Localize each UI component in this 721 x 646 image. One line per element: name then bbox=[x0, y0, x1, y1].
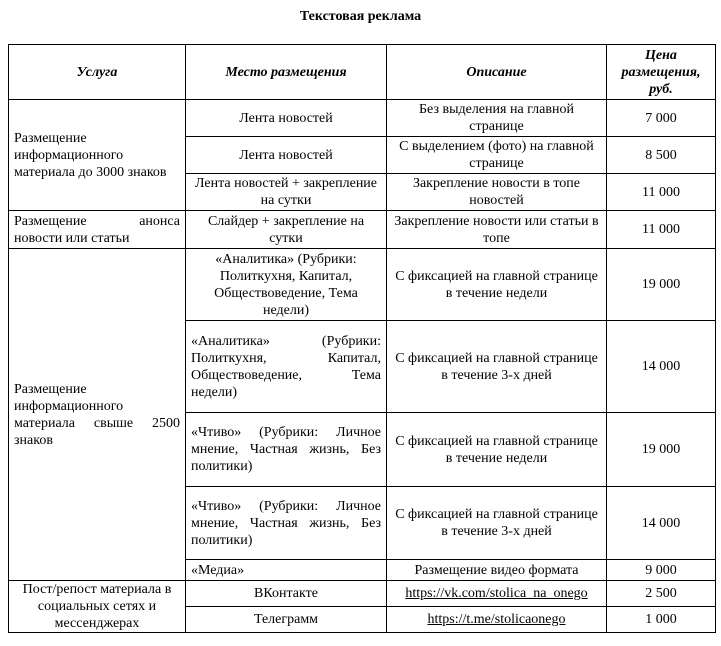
placement-cell: Телеграмм bbox=[186, 607, 387, 633]
placement-cell: «Медиа» bbox=[186, 560, 387, 581]
service-cell: Пост/репост материала в социальных сетях и мессенджерах bbox=[9, 581, 186, 633]
table-row bbox=[9, 100, 716, 137]
placement-cell: «Чтиво» (Рубрики: Личное мнение, Частная жизнь, Без политики) bbox=[186, 413, 387, 487]
description-cell: С фиксацией на главной странице в течение 3-х дней bbox=[387, 487, 607, 560]
price-cell: 9 000 bbox=[607, 560, 716, 581]
price-cell: 8 500 bbox=[607, 137, 716, 174]
price-cell: 14 000 bbox=[607, 321, 716, 413]
placement-cell: Лента новостей bbox=[186, 100, 387, 137]
placement-cell: «Аналитика» (Рубрики: Политкухня, Капитал, Обществоведение, Тема недели) bbox=[186, 249, 387, 321]
telegram-link[interactable]: https://t.me/stolicaonego bbox=[387, 607, 607, 633]
placement-cell: ВКонтакте bbox=[186, 581, 387, 607]
page-title: Текстовая реклама bbox=[299, 9, 422, 24]
service-cell: Размещение информационного материала до 3000 знаков bbox=[9, 100, 186, 211]
placement-cell: Слайдер + закрепление на сутки bbox=[186, 211, 387, 249]
table-row bbox=[9, 211, 716, 249]
price-cell: 14 000 bbox=[607, 487, 716, 560]
price-cell: 19 000 bbox=[607, 413, 716, 487]
description-cell: С фиксацией на главной странице в течение 3-х дней bbox=[387, 321, 607, 413]
table-header-row bbox=[9, 45, 716, 100]
price-cell: 11 000 bbox=[607, 174, 716, 211]
description-cell: Закрепление новости или статьи в топе bbox=[387, 211, 607, 249]
price-cell: 7 000 bbox=[607, 100, 716, 137]
service-cell: Размещение анонса новости или статьи bbox=[9, 211, 186, 249]
price-cell: 19 000 bbox=[607, 249, 716, 321]
price-cell: 1 000 bbox=[607, 607, 716, 633]
header-description: Описание bbox=[387, 45, 607, 100]
placement-cell: Лента новостей + закрепление на сутки bbox=[186, 174, 387, 211]
description-cell: С фиксацией на главной странице в течение недели bbox=[387, 413, 607, 487]
service-cell: Размещение информационного материала свыше 2500 знаков bbox=[9, 249, 186, 581]
ad-price-table bbox=[8, 44, 716, 633]
description-cell: Размещение видео формата bbox=[387, 560, 607, 581]
price-cell: 2 500 bbox=[607, 581, 716, 607]
header-service: Услуга bbox=[9, 45, 186, 100]
placement-cell: «Чтиво» (Рубрики: Личное мнение, Частная жизнь, Без политики) bbox=[186, 487, 387, 560]
header-price: Цена размещения, руб. bbox=[607, 45, 716, 100]
vk-link[interactable]: https://vk.com/stolica_na_onego bbox=[387, 581, 607, 607]
description-cell: С фиксацией на главной странице в течение недели bbox=[387, 249, 607, 321]
table-row bbox=[9, 249, 716, 321]
description-cell: Без выделения на главной странице bbox=[387, 100, 607, 137]
description-cell: Закрепление новости в топе новостей bbox=[387, 174, 607, 211]
placement-cell: Лента новостей bbox=[186, 137, 387, 174]
price-cell: 11 000 bbox=[607, 211, 716, 249]
table-row bbox=[9, 581, 716, 607]
placement-cell: «Аналитика» (Рубрики: Политкухня, Капитал, Обществоведение, Тема недели) bbox=[186, 321, 387, 413]
description-cell: С выделением (фото) на главной странице bbox=[387, 137, 607, 174]
header-placement: Место размещения bbox=[186, 45, 387, 100]
